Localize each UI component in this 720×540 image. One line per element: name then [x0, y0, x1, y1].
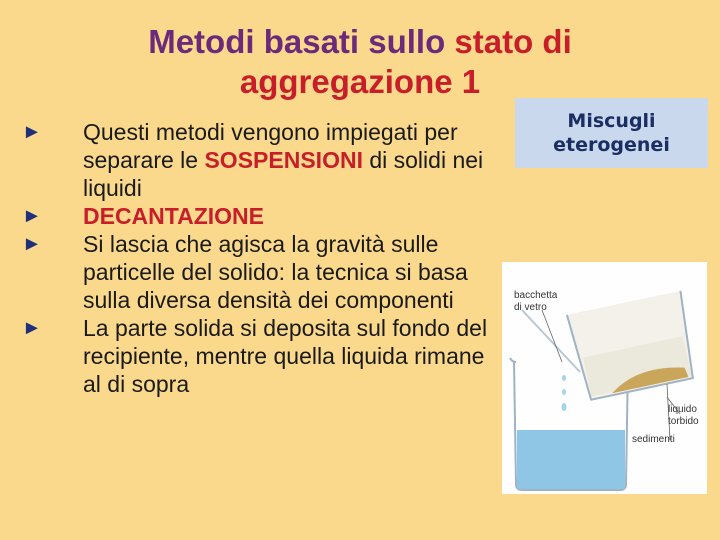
bullet-highlight: DECANTAZIONE [83, 203, 265, 229]
bullet-item [18, 202, 508, 230]
label-liquid-1: liquido [668, 404, 697, 415]
bullet-highlight: SOSPENSIONI [204, 147, 363, 173]
beaker-lip [510, 358, 516, 362]
drop [562, 375, 566, 381]
title-line-2: aggregazione 1 [239, 63, 481, 100]
label-rod-1: bacchetta [514, 290, 558, 301]
decantation-illustration [502, 262, 707, 494]
side-label-line-2: eterogenei [553, 134, 670, 156]
label-rod-2: di vetro [514, 302, 547, 313]
bullet-arrow-icon: ► [22, 121, 42, 143]
bullet-text: La parte solida si deposita sul fondo del recipiente, mentre quella liquida rimane al di sopra [83, 315, 488, 397]
bullet-text: Questi metodi vengono impiegati per separare le [83, 119, 458, 173]
bullet-item [18, 118, 508, 202]
clear-liquid [517, 430, 625, 489]
bullet-item [18, 314, 508, 398]
bullet-arrow-icon: ► [22, 317, 42, 339]
bullet-arrow-icon: ► [22, 233, 42, 255]
side-label-box [515, 98, 708, 168]
upper-beaker [567, 291, 699, 401]
bullet-item [18, 230, 508, 314]
slide-title [110, 22, 610, 102]
bullet-text-end: di solidi nei liquidi [83, 147, 484, 201]
title-part-2: stato di [454, 23, 572, 60]
bullet-list [18, 118, 508, 398]
decantation-svg [502, 262, 707, 494]
bullet-text: Si lascia che agisca la gravità sulle particelle del solido: la tecnica si basa sulla diversa densità dei componenti [83, 231, 468, 313]
title-part-1: Metodi basati sullo [148, 23, 455, 60]
label-liquid-2: torbido [668, 416, 699, 427]
side-label-line-1: Miscugli [567, 110, 656, 132]
drop [562, 403, 567, 411]
drop [562, 389, 566, 395]
label-sediment: sedimenti [632, 434, 675, 445]
bullet-arrow-icon: ► [22, 205, 42, 227]
